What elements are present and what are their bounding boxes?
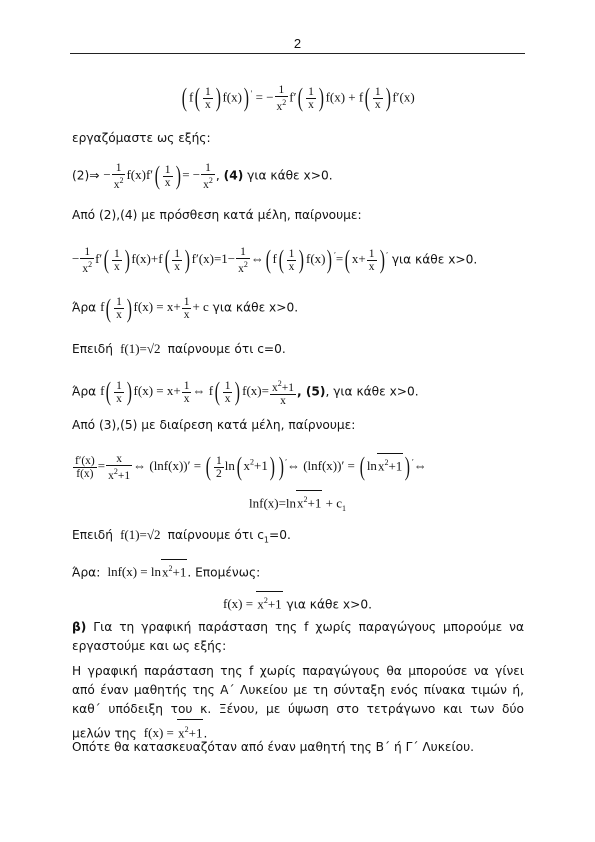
text-prefix: (2)⇒ <box>72 168 100 183</box>
text-line: Από (3),(5) με διαίρεση κατά μέλη, παίρνουμε: <box>72 418 356 432</box>
text-suffix: παίρνουμε ότι c <box>167 528 264 542</box>
text-prefix: Άρα <box>72 300 97 315</box>
equation-4-line: Άρα f( $\frac{1}{x}$ ) f(x) = x+ $\frac{1}{x}$ + c για κάθε x>0. <box>72 293 299 323</box>
beta-label: β) <box>72 620 87 634</box>
text-suffix: για κάθε x>0. <box>391 252 478 267</box>
page-number: 2 <box>293 36 302 51</box>
equation-1: ( f( $\frac{1}{x}$ ) f(x)) ′ = − $\frac{1}{x^2}$ f′( $\frac{1}{x}$ ) f(x) + f( $\frac{1}{x}$ ) f′(x) <box>182 83 415 113</box>
equation-7: $\ln f(x)=\ln x^2+1 + c_1$ <box>70 490 525 517</box>
text-prefix: Άρα: <box>72 565 101 580</box>
equation-8-line: $f(x) = x^2+1$ για κάθε x>0. <box>70 591 525 613</box>
text-suffix: για κάθε x>0. <box>286 597 372 612</box>
equation-tag: (4) <box>223 168 244 183</box>
text-line: Άρα: lnf(x) = lnx$^2$+1. Επομένως: <box>72 559 525 581</box>
paragraph-2: Η γραφική παράσταση της f χωρίς παραγώγους θα μπορούσε να γίνει από έναν μαθητής της Α΄ Λυκείου με τη σύνταξη ενός πίνακα τιμών ή, καθ΄ υπόδειξη του κ. Ξένου, με ύψωση στο τετράγωνο και των δύο μελών της $f(x) = x^2+1$. <box>72 664 524 741</box>
text-suffix: . Επομένως: <box>187 565 261 580</box>
text-suffix: , για κάθε x>0. <box>325 384 419 399</box>
text-line: Επειδή f(1)=√2 παίρνουμε ότι c=0. <box>72 341 286 356</box>
beta-text: Για τη γραφική παράσταση της f χωρίς παραγώγους μπορούμε να εργαστούμε και ως εξής: <box>72 620 524 653</box>
equation-2-line: (2)⇒ − $\frac{1}{x^2}$ f(x)f′( $\frac{1}{x}$ ) = − $\frac{1}{x^2}$ , (4) για κάθε x>0. <box>72 161 333 191</box>
text-suffix: για κάθε x>0. <box>212 300 299 315</box>
text-line: Επειδή f(1)=√2 παίρνουμε ότι $c_1=0$. <box>72 527 291 545</box>
equation-5-line: Άρα f( $\frac{1}{x}$ ) f(x) = x+ $\frac{1}{x}$ ⇔ f( $\frac{1}{x}$ ) f(x)= $\frac{x^2+1}{x}$ , (5), για κάθε x>0. <box>72 377 419 407</box>
p2-text: Η γραφική παράσταση της f χωρίς παραγώγους θα μπορούσε να γίνει από έναν μαθητής της Α΄ Λυκείου με τη σύνταξη ενός πίνακα τιμών ή, καθ΄ υπόδειξη του κ. Ξένου, με ύψωση στο τετράγωνο και των δύο μελών της <box>72 664 524 741</box>
text-prefix: Επειδή <box>72 528 113 542</box>
equation-3-line: − $\frac{1}{x^2}$ f′( $\frac{1}{x}$ ) f(x)+f( $\frac{1}{x}$ ) f′(x)=1− $\frac{1}{x^2}$ ⇔( f( $\frac{1}{x}$ ) f(x)) ′=( x+ $\frac{1}{x}$ ) ′ για κάθε x>0. <box>72 245 478 275</box>
text-line: εργαζόμαστε ως εξής: <box>72 131 211 145</box>
text-suffix: παίρνουμε ότι c=0. <box>167 342 286 356</box>
equation-tag: (5) <box>305 384 326 399</box>
paragraph-beta <box>72 618 524 656</box>
text-end: =0. <box>269 528 291 542</box>
paragraph-3: Οπότε θα κατασκευαζόταν από έναν μαθητή της Β΄ ή Γ΄ Λυκείου. <box>72 740 475 754</box>
text-suffix: για κάθε x>0. <box>243 168 333 183</box>
header-rule <box>70 53 525 54</box>
equation-6-line: $\frac{f'(x)}{f(x)}$ = $\frac{x}{x^2+1}$ ⇔ (lnf(x))′ = ( $\frac{1}{2}$ ln( $x^2+1$) ) ′⇔ (lnf(x))′ = ( lnx$^2$+1 ) ′⇔ <box>75 452 427 482</box>
text-prefix: Άρα <box>72 384 97 399</box>
text-prefix: Επειδή <box>72 342 113 356</box>
text-line: Από (2),(4) με πρόσθεση κατά μέλη, παίρνουμε: <box>72 208 362 222</box>
